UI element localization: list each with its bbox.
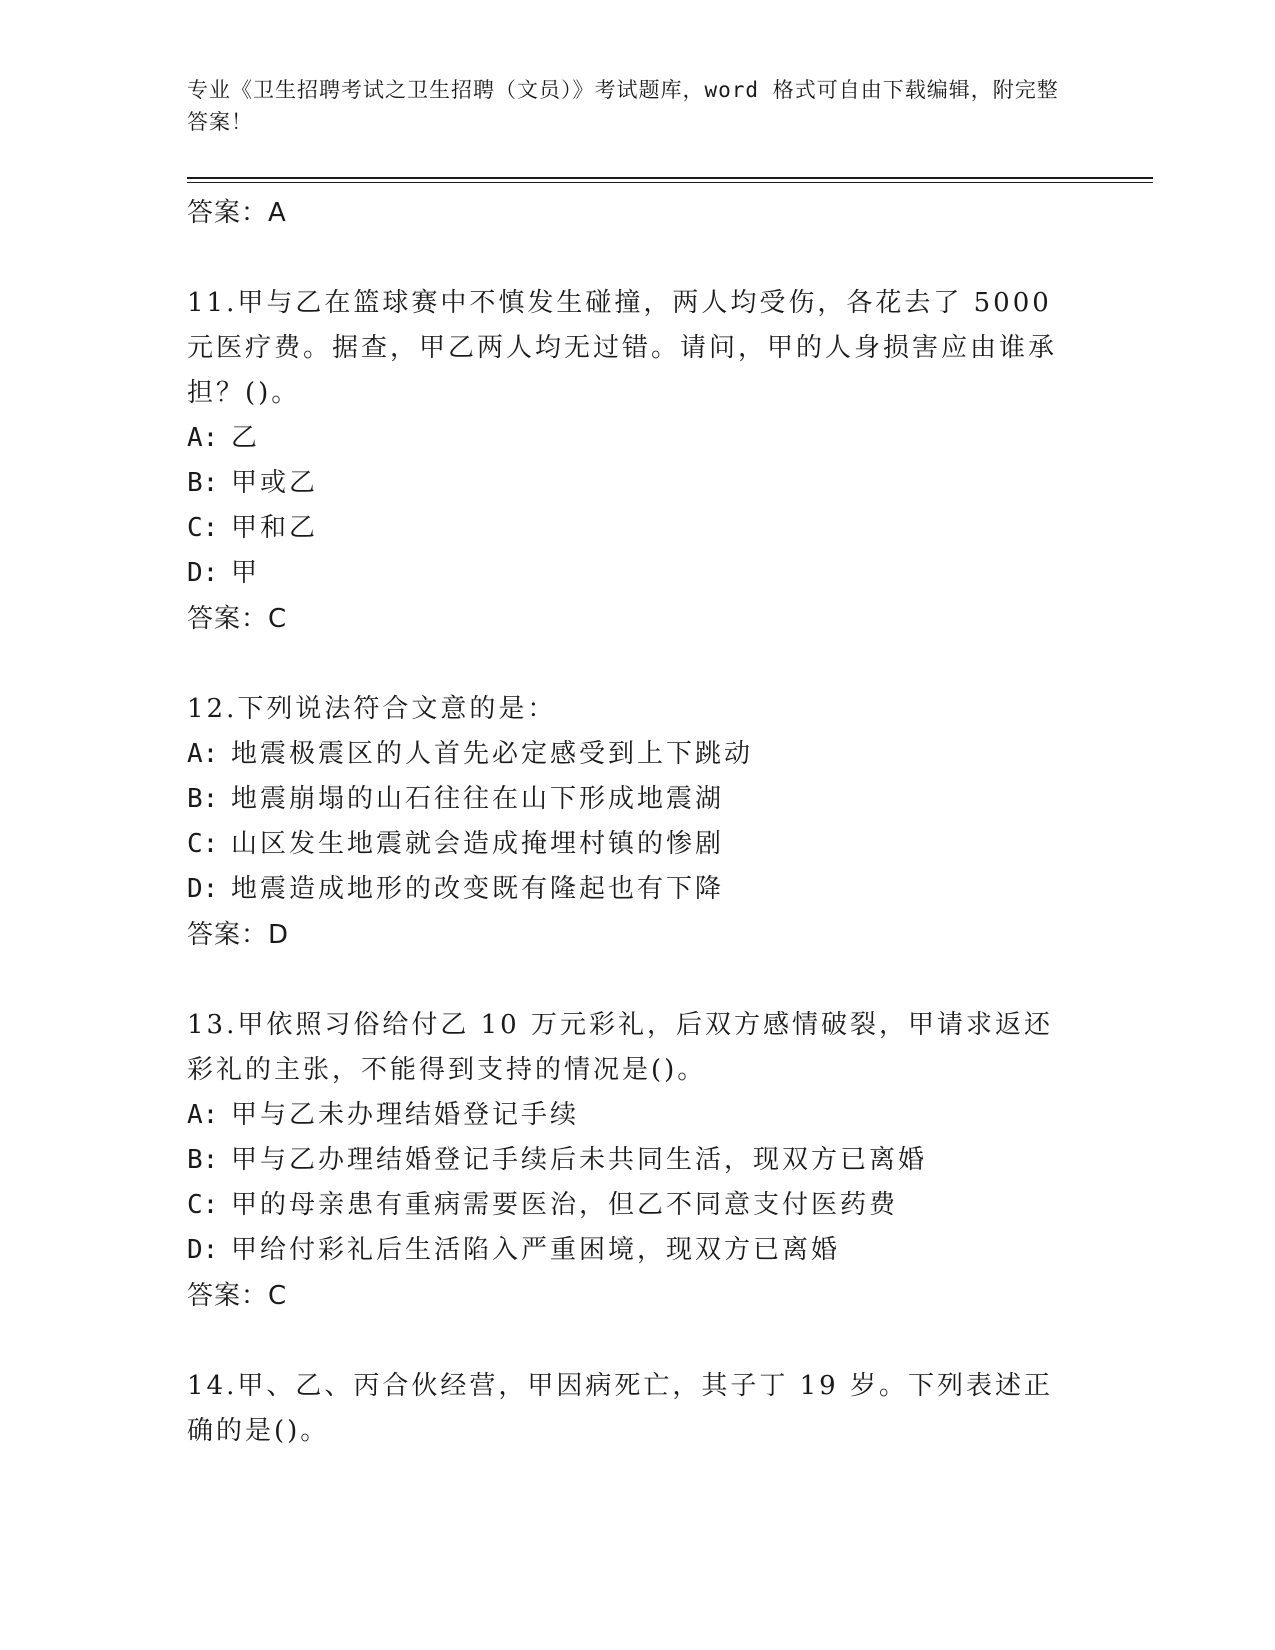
option-c — [187, 506, 1067, 551]
option-key: C: — [187, 513, 219, 543]
question-stem: 11.甲与乙在篮球赛中不慎发生碰撞，两人均受伤，各花去了 5000 元医疗费。据查，甲乙两人均无过错。请问，甲的人身损害应由谁承担？()。 — [187, 288, 1058, 408]
option-text: 甲与乙办理结婚登记手续后未共同生活，现双方已离婚 — [231, 1145, 928, 1175]
option-b — [187, 461, 1067, 506]
option-text: 乙 — [231, 423, 261, 453]
option-a — [187, 732, 1067, 777]
option-key: D: — [187, 558, 219, 588]
option-text: 甲给付彩礼后生活陷入严重困境，现双方已离婚 — [231, 1235, 841, 1265]
question-answer: 答案：D — [187, 920, 290, 950]
option-key: A: — [187, 423, 219, 453]
option-key: A: — [187, 739, 219, 769]
option-key: A: — [187, 1100, 219, 1130]
question-item — [187, 1364, 1067, 1454]
option-key: B: — [187, 468, 219, 498]
option-key: B: — [187, 1145, 219, 1175]
question-item — [187, 1003, 1067, 1319]
previous-answer: 答案：A — [187, 198, 287, 228]
option-key: B: — [187, 784, 219, 814]
option-b — [187, 777, 1067, 822]
question-answer: 答案：C — [187, 1281, 288, 1311]
option-b — [187, 1138, 1067, 1183]
option-a — [187, 1093, 1067, 1138]
question-stem: 14.甲、乙、丙合伙经营，甲因病死亡，其子丁 19 岁。下列表述正确的是()。 — [187, 1371, 1053, 1446]
option-c — [187, 822, 1067, 867]
option-text: 地震崩塌的山石往往在山下形成地震湖 — [231, 784, 725, 814]
option-d — [187, 867, 1067, 912]
question-list — [187, 190, 1067, 1454]
option-d — [187, 1228, 1067, 1273]
option-text: 甲与乙未办理结婚登记手续 — [231, 1100, 580, 1130]
question-answer: 答案：C — [187, 604, 288, 634]
question-stem: 13.甲依照习俗给付乙 10 万元彩礼，后双方感情破裂，甲请求返还彩礼的主张，不能得到支持的情况是()。 — [187, 1010, 1053, 1085]
option-text: 甲 — [231, 558, 261, 588]
header-divider-thin — [187, 182, 1153, 183]
option-text: 地震极震区的人首先必定感受到上下跳动 — [231, 739, 754, 769]
option-text: 地震造成地形的改变既有隆起也有下降 — [231, 874, 725, 904]
option-text: 甲或乙 — [231, 468, 319, 498]
option-key: D: — [187, 1235, 219, 1265]
question-item — [187, 687, 1067, 958]
option-key: C: — [187, 829, 219, 859]
header-intro-text: 专业《卫生招聘考试之卫生招聘（文员）》考试题库，word 格式可自由下载编辑，附完整答案！ — [187, 78, 1059, 134]
option-a — [187, 416, 1067, 461]
option-key: D: — [187, 874, 219, 904]
document-header — [187, 74, 1067, 138]
option-d — [187, 551, 1067, 596]
option-c — [187, 1183, 1067, 1228]
header-divider-thick — [187, 177, 1153, 179]
question-item — [187, 281, 1067, 642]
option-text: 甲的母亲患有重病需要医治，但乙不同意支付医药费 — [231, 1190, 899, 1220]
question-stem: 12.下列说法符合文意的是： — [187, 694, 557, 724]
option-text: 山区发生地震就会造成掩埋村镇的惨剧 — [231, 829, 725, 859]
option-key: C: — [187, 1190, 219, 1220]
option-text: 甲和乙 — [231, 513, 319, 543]
